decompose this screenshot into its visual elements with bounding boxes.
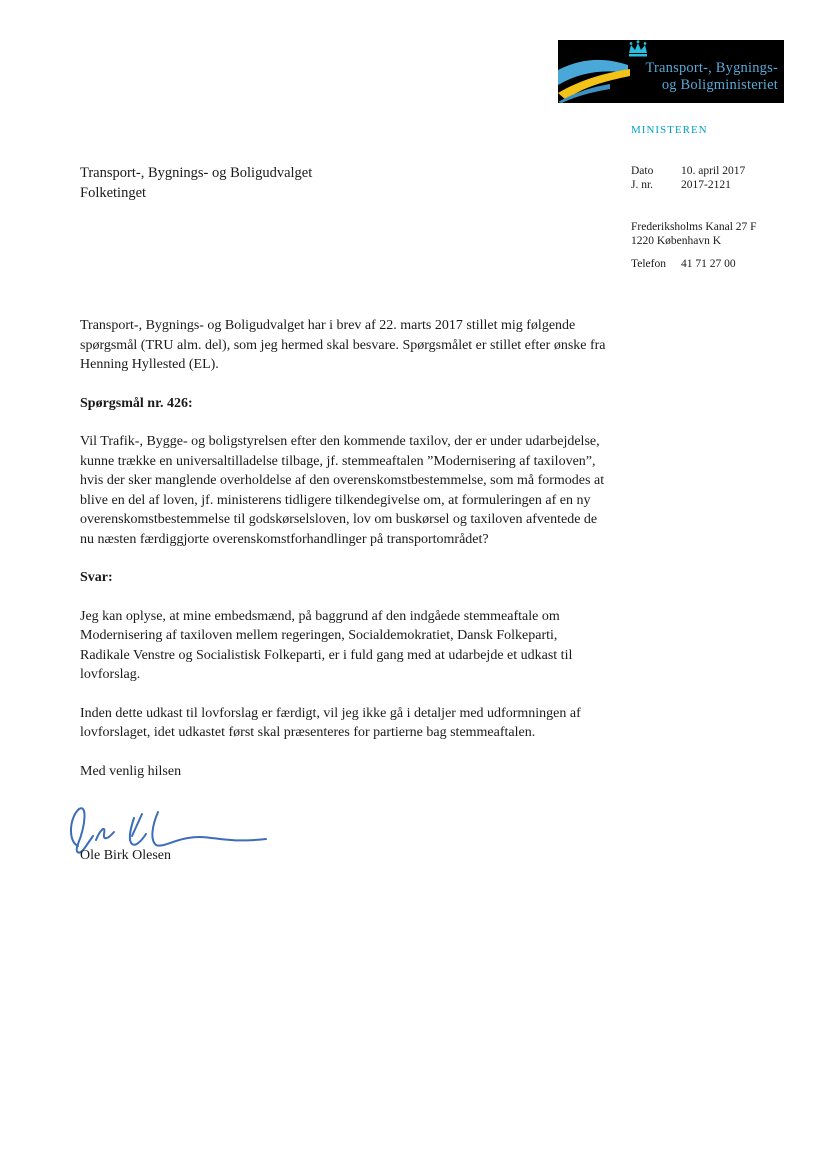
phone-row (631, 257, 736, 271)
journal-row (631, 178, 745, 192)
recipient-line1: Transport-, Bygnings- og Boligudvalget (80, 165, 313, 181)
journal-value: 2017-2121 (681, 179, 731, 191)
ministry-name-line1: Transport-, Bygnings- (645, 60, 778, 76)
answer-paragraph-2: Inden dette udkast til lovforslag er færdigt, vil jeg ikke gå i detaljer med udformningen af lovforslaget, idet udkastet først skal præsenteres for partierne bag stemmeaftalen. (80, 705, 581, 740)
recipient-block (80, 163, 312, 203)
phone-label: Telefon (631, 258, 666, 270)
recipient-line2: Folketinget (80, 185, 147, 201)
signature-block (80, 800, 606, 866)
ministry-name-line2: og Boligministeriet (661, 77, 778, 93)
crown-icon (629, 40, 647, 56)
address-line2: 1220 København K (631, 235, 722, 247)
minister-label: MINISTEREN (631, 124, 708, 136)
date-row (631, 164, 745, 178)
closing-line: Med venlig hilsen (80, 763, 182, 779)
phone-value: 41 71 27 00 (681, 258, 736, 270)
date-value: 10. april 2017 (681, 165, 746, 177)
ministry-name (645, 60, 778, 94)
journal-label: J. nr. (631, 179, 654, 191)
address-line1: Frederiksholms Kanal 27 F (631, 221, 757, 233)
question-heading: Spørgsmål nr. 426: (80, 395, 193, 411)
signer-name: Ole Birk Olesen (80, 848, 171, 863)
ministry-logo (558, 40, 784, 103)
ministry-address (631, 220, 757, 248)
answer-paragraph-1: Jeg kan oplyse, at mine embedsmænd, på baggrund af den indgåede stemmeaftale om Modernisering af taxiloven mellem regeringen, Socialdemokratiet, Dansk Folkeparti, Radikale Venstre og Socialistisk Folkeparti, er i fuld gang med at udarbejde et udkast til lovforslag. (80, 608, 573, 682)
answer-heading: Svar: (80, 570, 113, 585)
question-paragraph: Vil Trafik-, Bygge- og boligstyrelsen efter den kommende taxilov, der er under udarbejdelse, kunne trække en universaltilladelse tilbage, jf. stemmeaftalen ”Modernisering af taxiloven”, hvis der sker manglende overholdelse af den overenskomstbestemmelse, som må formodes at blive en del af loven, jf. ministerens tidligere tilkendegivelse om, at formuleringen af en ny overenskomstbestemmelse til godskørselsloven, lov om buskørsel og taxiloven afventede de nu næsten færdiggjorte overenskomstforhandlinger på transportområdet? (80, 434, 605, 547)
letter-body (80, 316, 606, 866)
meta-block (631, 164, 745, 192)
date-label: Dato (631, 165, 654, 177)
intro-paragraph: Transport-, Bygnings- og Boligudvalget har i brev af 22. marts 2017 stillet mig følgende spørgsmål (TRU alm. del), som jeg hermed skal besvare. Spørgsmålet er stillet efter ønske fra Henning Hyllested (EL). (80, 318, 606, 372)
